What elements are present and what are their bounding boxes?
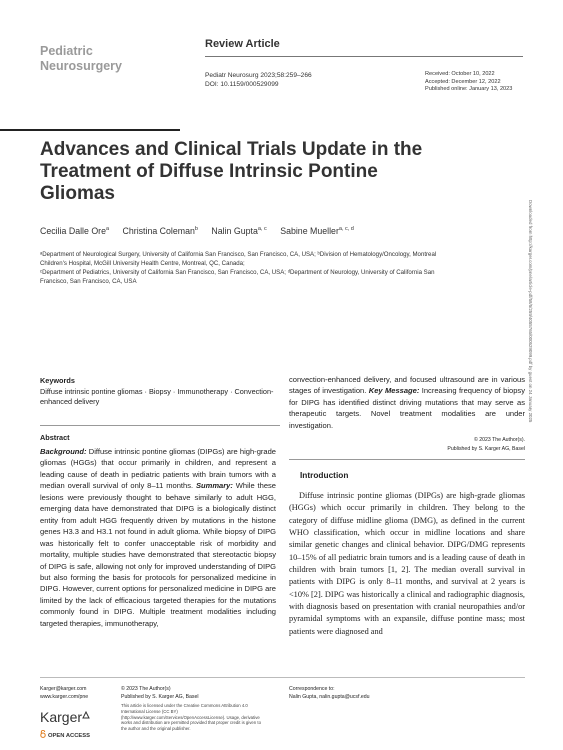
author[interactable] <box>211 226 266 236</box>
keywords-heading: Keywords <box>40 376 75 385</box>
author-affiliation-mark: a, c <box>257 226 267 233</box>
author-list <box>40 226 365 236</box>
intro-rule <box>289 459 525 460</box>
abstract-copyright <box>285 436 525 453</box>
publisher-contact <box>40 686 88 701</box>
open-access-text: OPEN ACCESS <box>48 733 90 739</box>
affiliation: ᵃDepartment of Neurological Surgery, University of California San Francisco, San Francisco, CA, USA; ᵇDivision of Hematology/Oncology, Montreal Children's Hospital, McGill University Health Centre, Montreal, QC, Canada; <box>40 251 437 267</box>
author-name: Cecilia Dalle Ore <box>40 226 106 236</box>
download-sidebar: Downloaded from http://karger.com/pne/article-pdf/58/5/259/4055765/000529099.pdf by guest on 24 January 2025 <box>528 200 533 423</box>
author[interactable] <box>40 226 109 236</box>
abstract-body <box>40 446 276 629</box>
article-title: Advances and Clinical Trials Update in the Treatment of Diffuse Intrinsic Pontine Gliomas <box>40 139 423 204</box>
author-affiliation-mark: b <box>194 226 198 233</box>
contact-web[interactable]: www.karger.com/pne <box>40 693 89 700</box>
footer-publisher-name: Published by S. Karger AG, Basel <box>121 693 199 700</box>
affiliations <box>40 250 440 286</box>
abstract-continued <box>289 374 525 431</box>
karger-logo-icon <box>82 711 90 719</box>
date-accepted: Accepted: December 12, 2022 <box>425 78 501 85</box>
date-published: Published online: January 13, 2023 <box>425 86 513 93</box>
open-access-label <box>40 730 90 739</box>
summary-text: While these lesions were previously thought to behave similarly to adult HGG, emerging data have demonstrated that DIPG is a biologically distinct entity from adult HGG frequently driven by mutations in the histone genes H3.3 and H3.1 not found in adult glioma. While biopsy of DIPG was historically felt to confer unacceptable risk of morbidity and mortality, multiple studies have demonstrated that stereotactic biopsy of DIPG is safe, allowing not only for improved understanding of DIPG but also forming the basis for protocols for personalized medicine in DIPG. However, current options for personalized medicine in DIPG are limited by the lack of efficacious targeted therapies for the mutations commonly found in DIPG. Multiple treatment modalities including targeted therapies, immunotherapy, <box>40 481 276 628</box>
footer-copyright: © 2023 The Author(s) <box>121 686 171 692</box>
author-affiliation-mark: a <box>106 226 110 233</box>
article-dates <box>425 71 512 94</box>
affiliation: ᶜDepartment of Pediatrics, University of California San Francisco, San Francisco, CA, USA; ᵈDepartment of Neurology, University of California San Francisco, San Francisco, CA, USA <box>40 269 435 285</box>
author[interactable] <box>280 226 354 236</box>
abstract-paragraph <box>289 374 525 431</box>
correspondence-label: Correspondence to: <box>289 686 335 692</box>
citation <box>205 71 312 89</box>
abstract-paragraph <box>40 446 276 629</box>
open-access-icon <box>40 730 46 738</box>
background-text: Diffuse intrinsic pontine gliomas (DIPGs) are high-grade gliomas (HGGs) that occur primarily in children, and represent a leading cause of death in pediatric patients with brain tumors with a median overall survival of only 8–11 months. <box>40 447 276 491</box>
citation-doi[interactable]: DOI: 10.1159/000529099 <box>205 81 279 88</box>
header-rule <box>205 56 523 57</box>
intro-body <box>289 490 525 638</box>
publisher-line: Published by S. Karger AG, Basel <box>447 445 525 452</box>
footer-rule <box>40 677 525 678</box>
journal-name-line1: Pediatric <box>40 44 93 58</box>
abstract-cont-text: convection-enhanced delivery, and focused ultrasound are in various stages of investigation. <box>289 375 525 396</box>
karger-logo: Karger <box>40 709 83 725</box>
copyright-line: © 2023 The Author(s). <box>473 437 525 443</box>
footer-publisher <box>121 686 199 701</box>
intro-heading: Introduction <box>300 470 349 480</box>
keywords-text: Diffuse intrinsic pontine gliomas · Biopsy · Immunotherapy · Convection-enhanced delivery <box>40 387 274 406</box>
date-received: Received: October 10, 2022 <box>425 71 495 77</box>
abstract-heading: Abstract <box>40 433 70 442</box>
correspondence-contact[interactable]: Nalin Gupta, nalin.gupta@ucsf.edu <box>289 693 370 700</box>
author[interactable] <box>123 226 198 236</box>
key-message-label: Key Message: <box>368 386 420 396</box>
abstract-rule <box>40 425 280 426</box>
intro-paragraph: Diffuse intrinsic pontine gliomas (DIPGs) are high-grade gliomas (HGGs) which occur primarily in children. They belong to the category of diffuse midline glioma (DMG), as defined in the current WHO classification, which occur in midline locations and share similar genetic changes and clinical behavior. DIPG/DMG represents 10–15% of all pediatric brain tumors and is a leading cause of death in children with brain tumors [1, 2]. The median overall survival in patients with DIPG is only 8–11 months, and survival at 2 years is <10% [2]. DIPG was historically a clinical and radiographic diagnosis, with diagnosis based on presentation with cranial neuropathies and/or pyramidal symptoms with an expansile, diffuse pontine mass; most patients were diagnosed and <box>289 491 525 636</box>
license-text: This article is licensed under the Creative Commons Attribution 4.0 International License (CC BY) (http://www.karger.com/Services/OpenAccessLicense). Usage, derivative works and distribution are permitted provided that proper credit is given to the author and the original publisher. <box>121 703 261 732</box>
author-name: Sabine Mueller <box>280 226 339 236</box>
correspondence <box>289 686 370 701</box>
background-label: Background: <box>40 447 87 456</box>
journal-name <box>40 44 122 74</box>
summary-label: Summary: <box>195 481 233 491</box>
citation-journal: Pediatr Neurosurg 2023;58:259–266 <box>205 72 312 79</box>
author-name: Christina Coleman <box>122 226 195 236</box>
title-rule <box>0 129 180 131</box>
article-type: Review Article <box>205 38 280 50</box>
author-name: Nalin Gupta <box>211 226 258 236</box>
key-message-text: Increasing frequency of biopsy for DIPG has identified distinct driving mutations that may serve as therapeutic targets. Novel treatment modalities are under investigation. <box>289 386 525 430</box>
contact-email[interactable]: Karger@karger.com <box>40 686 87 692</box>
author-affiliation-mark: a, c, d <box>338 226 354 233</box>
journal-name-line2: Neurosurgery <box>40 59 122 73</box>
